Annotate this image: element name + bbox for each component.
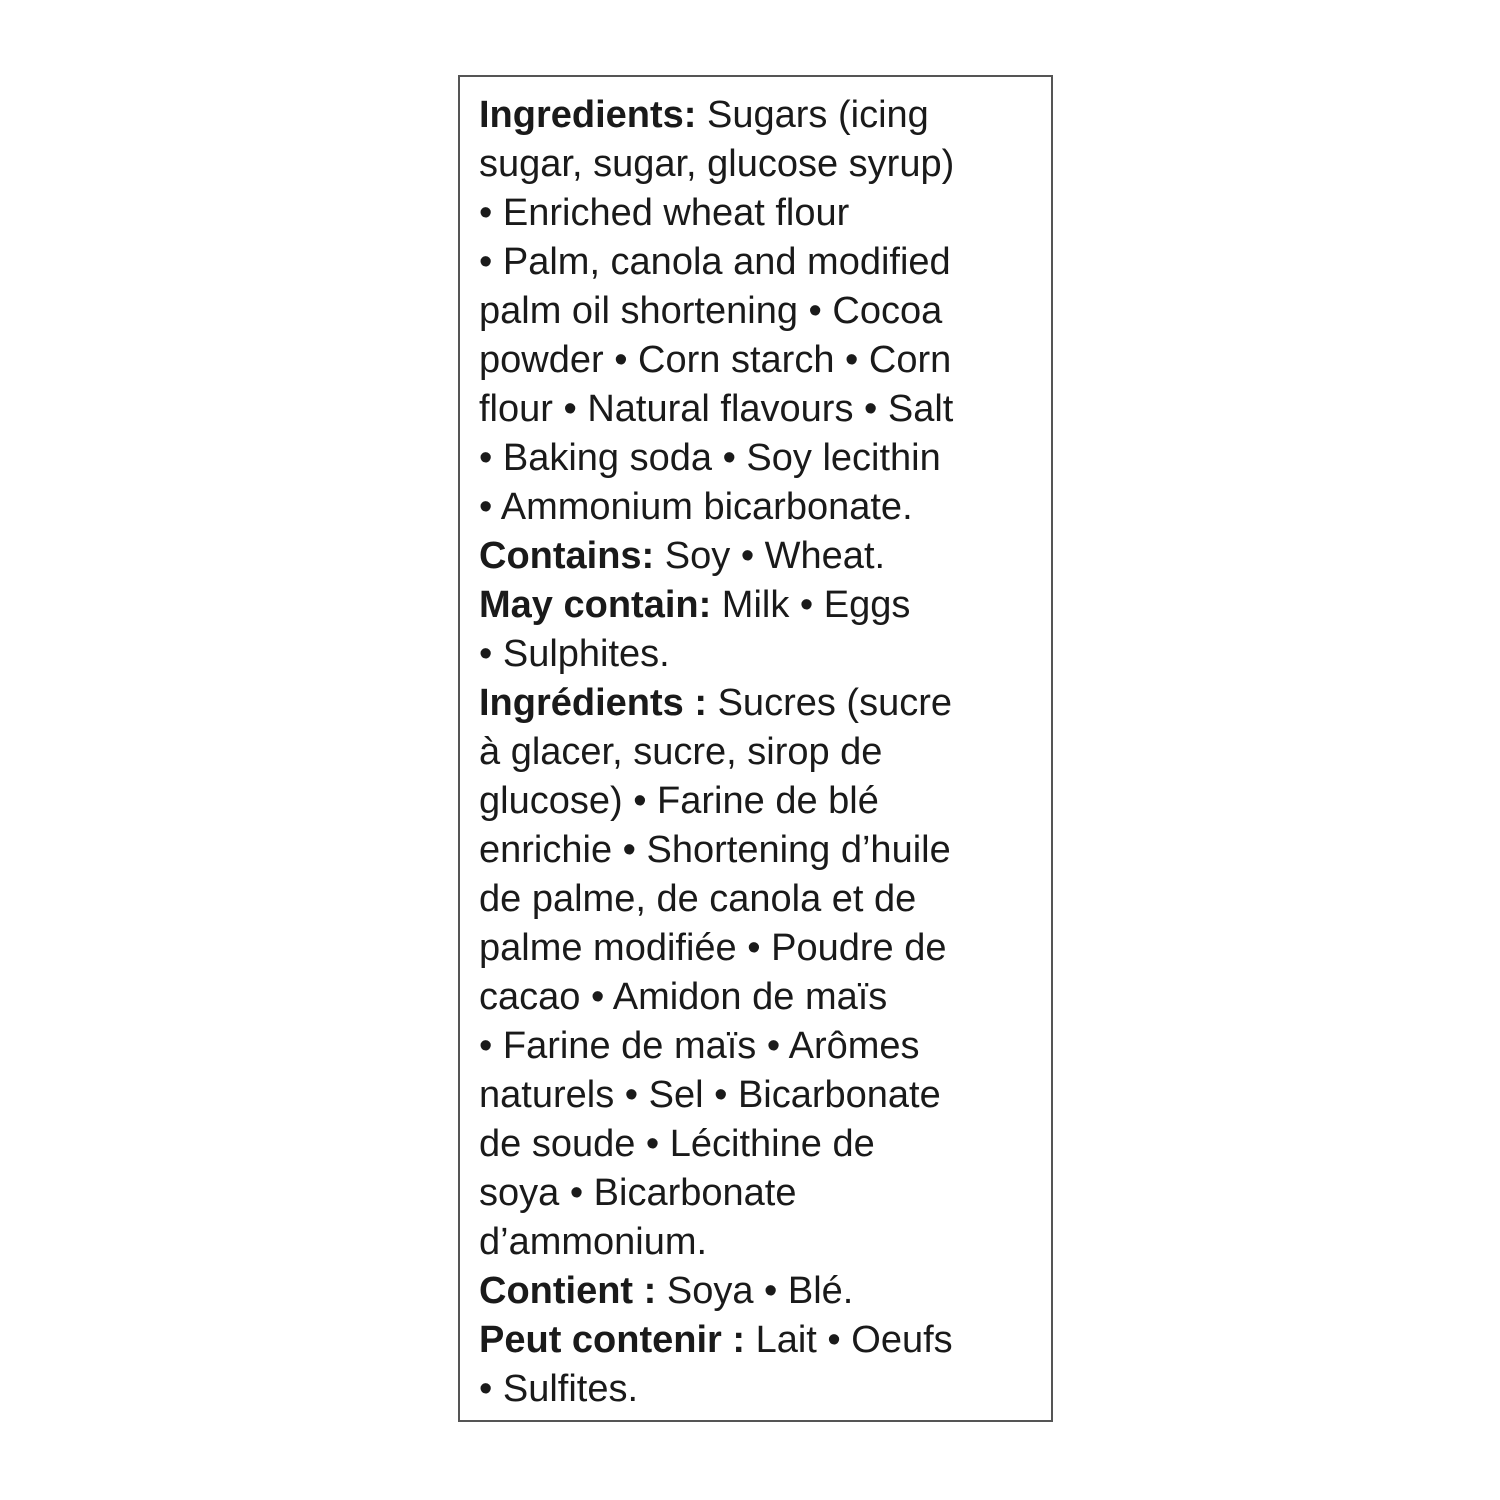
label-line-text: de palme, de canola et de: [479, 878, 917, 920]
label-line: [479, 1122, 875, 1166]
label-line-text: Soya • Blé.: [656, 1270, 854, 1312]
label-line-text: soya • Bicarbonate: [479, 1172, 797, 1214]
label-line-text: palm oil shortening • Cocoa: [479, 290, 943, 332]
label-line-text: powder • Corn starch • Corn: [479, 339, 952, 381]
label-line: [479, 632, 670, 676]
label-line-text: glucose) • Farine de blé: [479, 780, 879, 822]
label-line: [479, 240, 951, 284]
label-line: [479, 1318, 953, 1362]
label-line-heading: Ingredients:: [479, 94, 697, 136]
ingredients-label-panel: [458, 75, 1053, 1422]
label-line: [479, 534, 885, 578]
label-line-heading: Contient :: [479, 1270, 657, 1312]
label-line: [479, 485, 913, 529]
label-line: [479, 730, 882, 774]
label-line: [479, 877, 916, 921]
label-line-text: flour • Natural flavours • Salt: [479, 388, 954, 430]
label-line-text: naturels • Sel • Bicarbonate: [479, 1074, 941, 1116]
label-line: [479, 583, 910, 627]
label-line-text: Milk • Eggs: [711, 584, 911, 626]
label-line-heading: May contain:: [479, 584, 712, 626]
label-line: [479, 338, 951, 382]
label-line-text: Sugars (icing: [696, 94, 929, 136]
label-line: [479, 1171, 797, 1215]
label-line-heading: Ingrédients :: [479, 682, 708, 724]
label-line-text: Lait • Oeufs: [745, 1319, 953, 1361]
label-line-heading: Peut contenir :: [479, 1319, 746, 1361]
label-line: [479, 828, 951, 872]
label-line: [479, 975, 887, 1019]
label-line: [479, 926, 946, 970]
label-line: [479, 93, 929, 137]
label-line-text: cacao • Amidon de maïs: [479, 976, 888, 1018]
label-line-heading: Contains:: [479, 535, 655, 577]
label-line-text: à glacer, sucre, sirop de: [479, 731, 883, 773]
label-line-text: • Sulfites.: [479, 1368, 639, 1410]
label-line-text: d’ammonium.: [479, 1221, 708, 1263]
label-line-text: • Palm, canola and modified: [479, 241, 951, 283]
label-line: [479, 681, 952, 725]
label-line: [479, 1024, 920, 1068]
label-line-text: • Baking soda • Soy lecithin: [479, 437, 941, 479]
label-line-text: • Ammonium bicarbonate.: [479, 486, 913, 528]
label-line-text: de soude • Lécithine de: [479, 1123, 875, 1165]
label-line-text: palme modifiée • Poudre de: [479, 927, 947, 969]
label-line-text: • Enriched wheat flour: [479, 192, 850, 234]
label-line: [479, 1367, 638, 1411]
label-line-text: • Sulphites.: [479, 633, 670, 675]
label-line: [479, 1073, 941, 1117]
label-line-text: • Farine de maïs • Arômes: [479, 1025, 920, 1067]
label-line-text: sugar, sugar, glucose syrup): [479, 143, 955, 185]
label-line: [479, 779, 879, 823]
label-line: [479, 436, 941, 480]
label-line: [479, 142, 954, 186]
label-line: [479, 387, 953, 431]
label-line: [479, 1269, 853, 1313]
label-line-text: Sucres (sucre: [707, 682, 952, 724]
label-line-text: enrichie • Shortening d’huile: [479, 829, 951, 871]
label-line-text: Soy • Wheat.: [654, 535, 886, 577]
label-line: [479, 1220, 707, 1264]
label-line: [479, 191, 849, 235]
label-line: [479, 289, 942, 333]
